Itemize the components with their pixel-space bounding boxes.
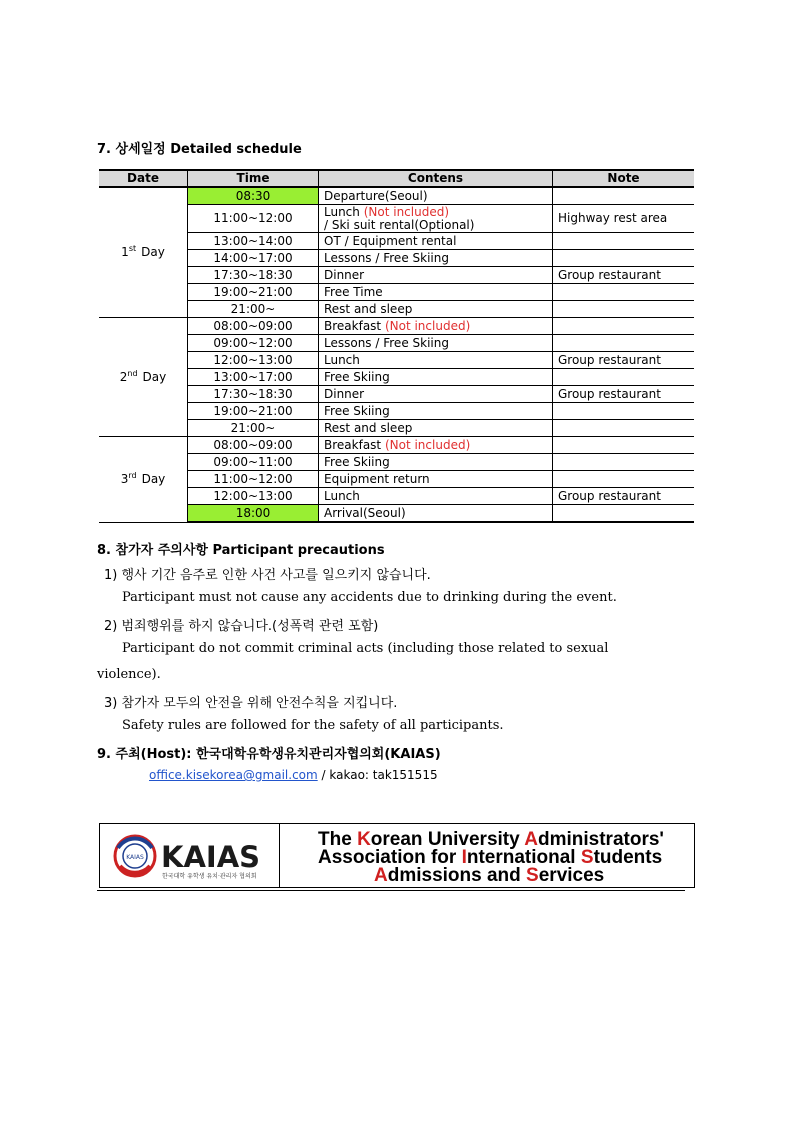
- note-cell: [553, 284, 695, 301]
- precaution-3-en: Safety rules are followed for the safety of all participants.: [122, 718, 504, 733]
- contents-text: Free Time: [324, 284, 383, 299]
- table-row: [99, 386, 694, 403]
- contents-cell: [319, 505, 553, 523]
- table-row: [99, 205, 694, 233]
- contents-cell: [319, 205, 553, 233]
- header-time: Time: [188, 170, 319, 187]
- contents-text: Departure(Seoul): [324, 188, 428, 203]
- note-cell: [553, 250, 695, 267]
- contents-text: OT / Equipment rental: [324, 233, 457, 248]
- time-cell: 08:00~09:00: [188, 318, 319, 335]
- time-cell: 19:00~21:00: [188, 284, 319, 301]
- day-suffix: st: [128, 244, 137, 253]
- org-initial: S: [580, 847, 594, 868]
- note-cell: Highway rest area: [553, 205, 695, 233]
- time-cell: 08:00~09:00: [188, 437, 319, 454]
- contents-text: Dinner: [324, 386, 365, 401]
- day-word: Day: [141, 245, 165, 259]
- org-line: [318, 867, 664, 885]
- time-cell: 13:00~17:00: [188, 369, 319, 386]
- time-cell: 12:00~13:00: [188, 488, 319, 505]
- table-row: [99, 284, 694, 301]
- contents-cell: [319, 386, 553, 403]
- day-suffix: nd: [127, 368, 138, 378]
- note-cell: [553, 505, 695, 523]
- note-cell: [553, 403, 695, 420]
- org-initial: S: [526, 865, 539, 886]
- logo-text: KAIAS: [161, 840, 261, 874]
- contents-text: Arrival(Seoul): [324, 505, 406, 520]
- time-cell: 18:00: [188, 505, 319, 523]
- organization-name: [318, 831, 664, 885]
- section-8-title: 8. 참가자 주의사항 Participant precautions: [97, 543, 385, 558]
- org-text-segment: nternational: [466, 847, 581, 868]
- time-cell: 11:00~12:00: [188, 205, 319, 233]
- footer-banner: [99, 823, 695, 888]
- table-row: [99, 454, 694, 471]
- not-included-note: (Not included): [384, 437, 471, 452]
- time-cell: 21:00~: [188, 420, 319, 437]
- header-contents: Contens: [319, 170, 553, 187]
- org-initial: K: [357, 829, 371, 850]
- kakao-id: / kakao: tak151515: [321, 768, 438, 782]
- bottom-divider: [97, 890, 685, 891]
- day-word: Day: [142, 369, 167, 384]
- note-cell: [553, 301, 695, 318]
- contents-cell: [319, 471, 553, 488]
- contents-cell: [319, 187, 553, 205]
- time-cell: 14:00~17:00: [188, 250, 319, 267]
- contents-text: Lessons / Free Skiing: [324, 335, 449, 350]
- note-cell: [553, 471, 695, 488]
- logo-ring-text: KAIAS: [126, 854, 144, 861]
- contents-cell: [319, 284, 553, 301]
- org-initial: A: [524, 829, 538, 850]
- contents-text: Lunch: [324, 205, 360, 219]
- table-row: [99, 369, 694, 386]
- time-cell: 12:00~13:00: [188, 352, 319, 369]
- precaution-2-ko: 2) 범죄행위를 하지 않습니다.(성폭력 관련 포함): [104, 619, 379, 634]
- section-7-title: 7. 상세일정 Detailed schedule: [97, 142, 302, 157]
- section-9-title: 9. 주최(Host): 한국대학유학생유치관리자협의회(KAIAS): [97, 747, 441, 762]
- note-cell: [553, 369, 695, 386]
- contents-text: Breakfast: [324, 318, 382, 333]
- time-cell: 17:30~18:30: [188, 267, 319, 284]
- schedule-table: [99, 169, 694, 523]
- table-row: [99, 352, 694, 369]
- org-text-segment: dministrators': [538, 829, 664, 850]
- contents-text: Equipment return: [324, 471, 430, 486]
- org-text-segment: ervices: [538, 865, 605, 886]
- contents-cell: [319, 301, 553, 318]
- contents-text: Rest and sleep: [324, 420, 413, 435]
- contact-line: [149, 768, 438, 782]
- precaution-1-ko: 1) 행사 기간 음주로 인한 사건 사고를 일으키지 않습니다.: [104, 568, 431, 583]
- org-initial: I: [461, 847, 467, 868]
- email-link[interactable]: office.kisekorea@gmail.com: [149, 768, 318, 782]
- contents-cell: [319, 267, 553, 284]
- contents-text: Lunch: [324, 352, 360, 367]
- precaution-3-ko: 3) 참가자 모두의 안전을 위해 안전수칙을 지킵니다.: [104, 696, 398, 711]
- org-initial: A: [374, 865, 388, 886]
- contents-text: Breakfast: [324, 437, 382, 452]
- day-suffix: rd: [128, 470, 137, 480]
- contents-cell: [319, 369, 553, 386]
- precaution-2-en: Participant do not commit criminal acts (including those related to sexual: [122, 641, 609, 656]
- contents-cell: [319, 454, 553, 471]
- day-number: 2: [119, 369, 128, 384]
- header-note: Note: [553, 170, 695, 187]
- time-cell: 19:00~21:00: [188, 403, 319, 420]
- kaias-logo: [100, 824, 280, 887]
- note-cell: [553, 454, 695, 471]
- contents-cell: [319, 233, 553, 250]
- time-cell: 09:00~11:00: [188, 454, 319, 471]
- note-cell: [553, 420, 695, 437]
- table-row: [99, 335, 694, 352]
- time-cell: 13:00~14:00: [188, 233, 319, 250]
- table-row: [99, 301, 694, 318]
- note-cell: [553, 233, 695, 250]
- contents-text: Lessons / Free Skiing: [324, 250, 449, 265]
- table-row: [99, 250, 694, 267]
- time-cell: 09:00~12:00: [188, 335, 319, 352]
- table-row: [99, 233, 694, 250]
- table-row: [99, 471, 694, 488]
- note-cell: [553, 187, 695, 205]
- time-cell: 08:30: [188, 187, 319, 205]
- time-cell: 21:00~: [188, 301, 319, 318]
- table-row: [99, 187, 694, 205]
- contents-cell: [319, 420, 553, 437]
- contents-text: Lunch: [324, 488, 360, 503]
- table-row: [99, 420, 694, 437]
- org-text-segment: orean University: [370, 829, 525, 850]
- note-cell: Group restaurant: [553, 386, 695, 403]
- precaution-1-en: Participant must not cause any accidents due to drinking during the event.: [122, 590, 617, 605]
- precaution-2-en-cont: violence).: [97, 667, 161, 682]
- day-number: 1: [121, 245, 129, 259]
- header-date: Date: [99, 170, 188, 187]
- table-row: [99, 505, 694, 523]
- note-cell: Group restaurant: [553, 488, 695, 505]
- org-text-segment: tudents: [593, 847, 663, 868]
- contents-cell: [319, 403, 553, 420]
- note-cell: [553, 318, 695, 335]
- day-cell: [99, 318, 188, 437]
- contents-text: Rest and sleep: [324, 301, 413, 316]
- time-cell: 17:30~18:30: [188, 386, 319, 403]
- contents-text: Dinner: [324, 267, 365, 282]
- day-word: Day: [141, 471, 166, 486]
- table-row: [99, 267, 694, 284]
- note-cell: Group restaurant: [553, 267, 695, 284]
- contents-cell: [319, 488, 553, 505]
- not-included-note: (Not included): [363, 205, 450, 219]
- logo-subtitle: 한국대학 유학생 유치·관리자 협의회: [162, 873, 257, 880]
- time-cell: 11:00~12:00: [188, 471, 319, 488]
- contents-cell: [319, 437, 553, 454]
- table-header-row: [99, 170, 694, 187]
- org-text-segment: dmissions and: [387, 865, 527, 886]
- table-row: [99, 403, 694, 420]
- contents-text: Free Skiing: [324, 454, 390, 469]
- contents-cell: [319, 335, 553, 352]
- org-text-segment: The: [318, 829, 358, 850]
- note-cell: [553, 335, 695, 352]
- kaias-emblem-icon: [100, 824, 279, 887]
- contents-cell: [319, 250, 553, 267]
- contents-cell: [319, 352, 553, 369]
- table-row: [99, 488, 694, 505]
- note-cell: Group restaurant: [553, 352, 695, 369]
- day-cell: [99, 187, 188, 318]
- contents-cell: [319, 318, 553, 335]
- day-cell: [99, 437, 188, 523]
- table-row: [99, 318, 694, 335]
- contents-line2: / Ski suit rental(Optional): [324, 218, 475, 232]
- org-text-segment: Association for: [318, 847, 462, 868]
- day-number: 3: [120, 471, 129, 486]
- not-included-note: (Not included): [384, 318, 471, 333]
- contents-text: Free Skiing: [324, 403, 390, 418]
- table-row: [99, 437, 694, 454]
- note-cell: [553, 437, 695, 454]
- contents-text: Free Skiing: [324, 369, 390, 384]
